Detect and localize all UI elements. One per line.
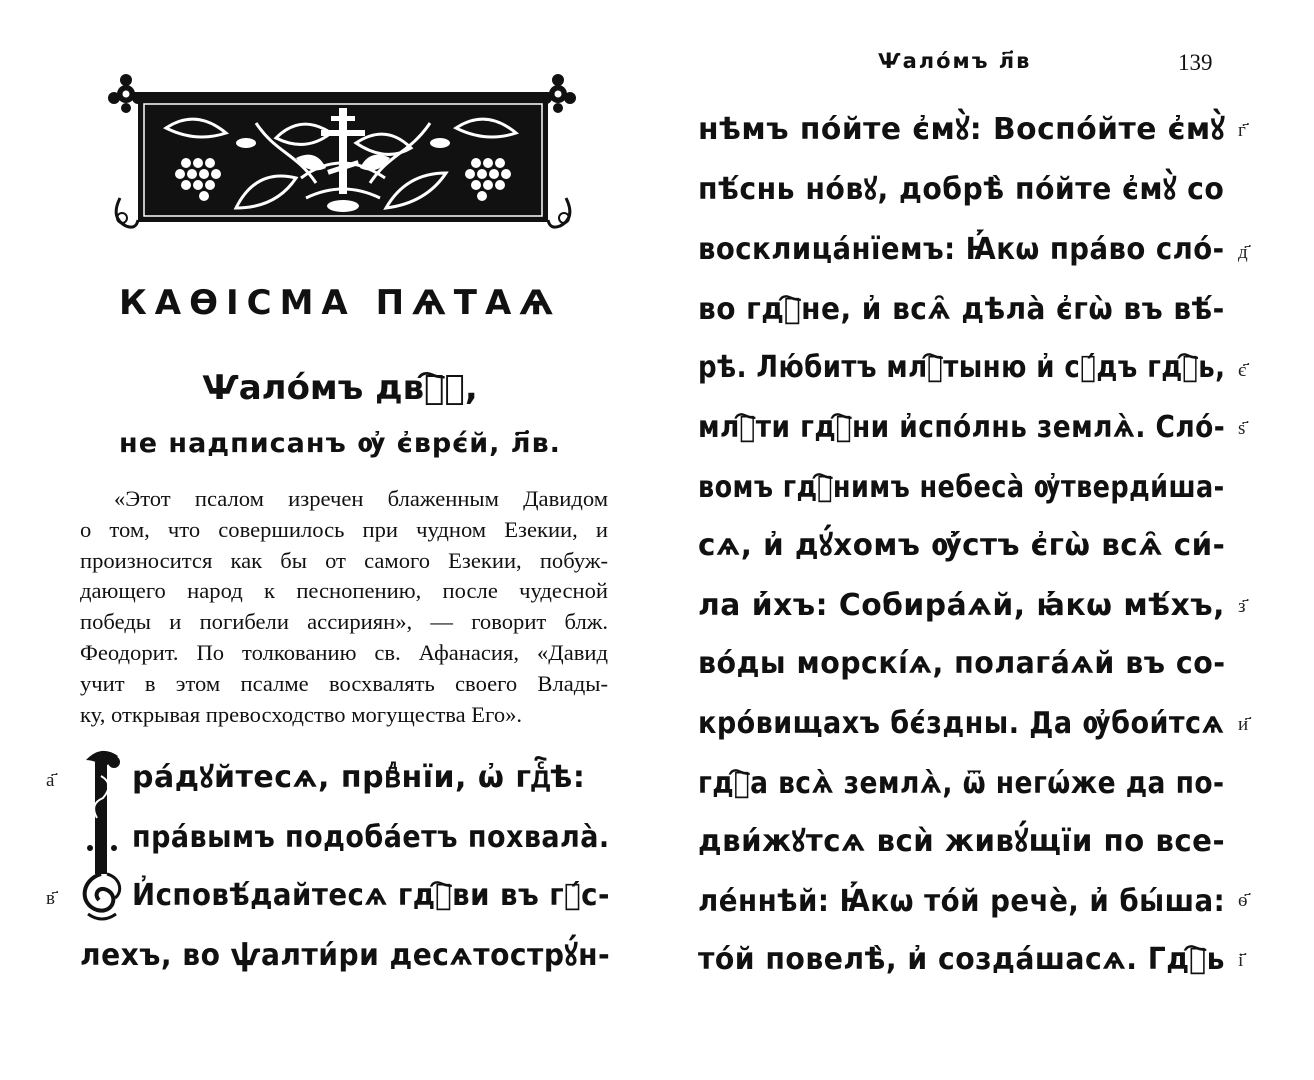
running-head: Ѱало́мъ л҃в <box>878 49 1032 73</box>
psalm-heading <box>80 360 600 472</box>
text-line: вомъ гдⷭ҇нимъ небеса̀ ѹ҆тверди́ша- <box>698 470 1225 505</box>
verse-number: ѳ҃ <box>1238 889 1248 911</box>
ornamental-initial-letter-icon <box>78 748 124 924</box>
commentary-line: ку, открывая превосходство могущества Его». <box>80 701 523 727</box>
left-page <box>0 0 650 1080</box>
verse-line: лехъ, во ѱалти́ри десѧтострꙋ́н- <box>80 938 611 973</box>
verse-number: а҃ <box>46 769 55 791</box>
commentary-line: «Этот псалом изречен блаженным Давидом <box>114 486 608 511</box>
commentary-line: о том, что совершилось при чудном Езекии, и <box>80 516 608 542</box>
text-line: восклица́нїемъ: Ꙗ҆́кѡ пра́во сло́- <box>698 232 1225 267</box>
text-line: нѣмъ по́йте є҆мꙋ̀: Воспо́йте є҆мꙋ̀ <box>698 112 1226 147</box>
text-line: пѣ́снь но́вꙋ, добрѣ̀ по́йте є҆мꙋ̀ со <box>698 172 1225 207</box>
text-line: ле́ннѣй: Ꙗ҆́кѡ то́й речѐ, и҆ бы́ша: <box>698 884 1226 919</box>
page-number: 139 <box>1178 50 1213 75</box>
psalm-heading-line2: не надписанъ ѹ҆ є҆врє́й, л҃в. <box>119 428 561 459</box>
commentary-line: победы и погибели ассириян», — говорит блж. <box>80 609 608 635</box>
commentary-line: Феодорит. По толкованию св. Афанасия, «Давид <box>80 639 608 665</box>
text-line: рѣ. Лю́битъ млⷭ҇тыню и҆ сꙋ́дъ гдⷭ҇ь, <box>698 350 1226 385</box>
verse-number: д҃ <box>1238 241 1248 263</box>
commentary-line: дающего народ к песнопению, после чудесной <box>80 578 608 604</box>
right-page <box>660 0 1314 1080</box>
commentary-line: произносится как бы от самого Езекии, побуж- <box>80 547 608 573</box>
kathisma-title: КАѲІСМА ПѦТАѦ <box>118 283 562 323</box>
text-line: во́ды морскі́ѧ, полага́ѧй въ со- <box>698 646 1226 681</box>
verse-line: ра́дꙋйтесѧ, првⷣнїи, ѡ҆ гдⷭ҇ѣ: <box>132 760 586 795</box>
verse-number: і҃ <box>1238 949 1244 971</box>
verse-number: є҃ <box>1238 359 1247 381</box>
text-line: гдⷭ҇а всѧ̀ землѧ̀, ѿ негѡ́же да по- <box>698 766 1225 801</box>
text-line: ла и҆́хъ: Собира́ѧй, ꙗ҆́кѡ мѣ́хъ, <box>698 588 1225 623</box>
verse-line: пра́вымъ подоба́етъ похвала̀. <box>132 820 610 855</box>
commentary-line: учит в этом псалме восхвалять своего Влады- <box>80 670 608 696</box>
text-line: то́й повелѣ̀, и҆ созда́шасѧ. Гдⷭ҇ь <box>698 942 1225 977</box>
verse-number: г҃ <box>1238 119 1246 141</box>
text-line: сѧ, и҆ дꙋ́хомъ ѹ҆́стъ є҆гѡ̀ всѧ̑ си́- <box>698 528 1226 563</box>
psalm-heading-line1: Ѱало́мъ двⷣ҇ꙋ, <box>202 368 478 408</box>
text-line: млⷭ҇ти гдⷭ҇ни и҆спо́лнь землѧ̀. Сло́- <box>698 410 1226 445</box>
text-line: кро́вищахъ бє́здны. Да ѹ҆бои́тсѧ <box>698 706 1225 741</box>
verse-line: И҆сповѣ́дайтесѧ гдⷭ҇ви въ гꙋ́с- <box>132 878 610 913</box>
text-line: во гдⷭ҇не, и҆ всѧ̑ дѣла̀ є҆гѡ̀ въ вѣ́- <box>698 292 1225 327</box>
verse-number: и҃ <box>1238 713 1249 735</box>
ornamental-headpiece <box>106 68 580 234</box>
verse-number: в҃ <box>46 887 55 909</box>
verse-number: з҃ <box>1238 595 1246 617</box>
commentary-paragraph <box>80 484 608 730</box>
text-line: дви́жꙋтсѧ всѝ живꙋ́щїи по все- <box>698 824 1226 859</box>
verse-number: ѕ҃ <box>1238 417 1246 439</box>
